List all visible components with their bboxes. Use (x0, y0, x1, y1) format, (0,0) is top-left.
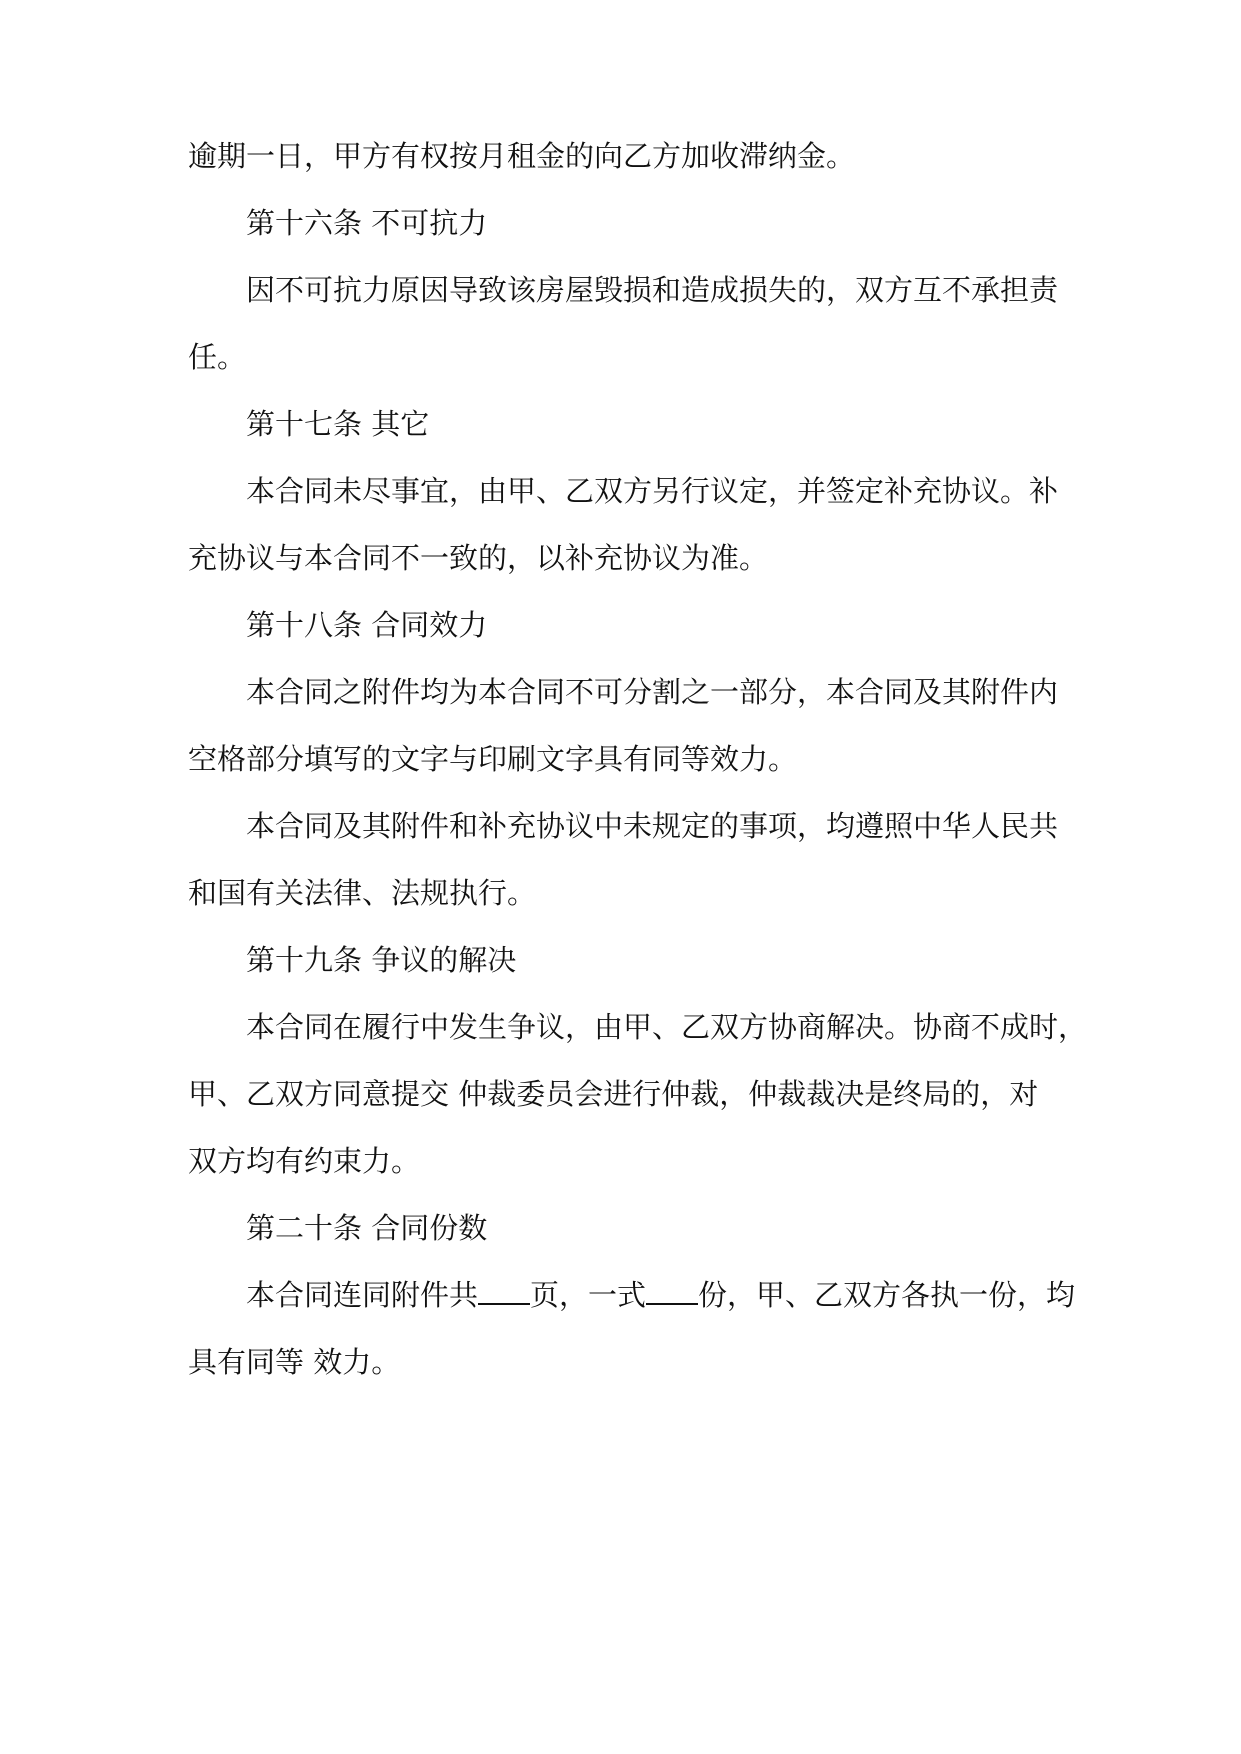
paragraph-line: 本合同之附件均为本合同不可分割之一部分，本合同及其附件内 (246, 675, 1059, 709)
paragraph-line-copies (246, 1275, 1075, 1315)
paragraph-line: 甲、乙双方同意提交 仲裁委员会进行仲裁，仲裁裁决是终局的，对 (188, 1077, 1039, 1111)
paragraph-line: 因不可抗力原因导致该房屋毁损和造成损失的，双方互不承担责 (246, 273, 1059, 307)
paragraph-line: 本合同未尽事宜，由甲、乙双方另行议定，并签定补充协议。补 (246, 474, 1059, 508)
paragraph-line: 充协议与本合同不一致的，以补充协议为准。 (188, 541, 769, 575)
copies-text-2: 页，一式 (530, 1278, 647, 1312)
paragraph-line: 任。 (188, 340, 247, 374)
paragraph-line: 逾期一日，甲方有权按月租金的向乙方加收滞纳金。 (188, 139, 856, 173)
paragraph-line: 空格部分填写的文字与印刷文字具有同等效力。 (188, 742, 798, 776)
article-heading: 第十八条 合同效力 (246, 608, 488, 642)
copies-text-3: 份，甲、乙双方各执一份，均 (698, 1278, 1076, 1312)
article-heading: 第二十条 合同份数 (246, 1211, 488, 1245)
pages-blank (478, 1281, 530, 1305)
article-heading: 第十六条 不可抗力 (246, 206, 488, 240)
paragraph-line: 具有同等 效力。 (188, 1345, 401, 1379)
article-heading: 第十七条 其它 (246, 407, 430, 441)
paragraph-line: 本合同及其附件和补充协议中未规定的事项，均遵照中华人民共 (246, 809, 1059, 843)
paragraph-line: 和国有关法律、法规执行。 (188, 876, 537, 910)
copies-blank (646, 1281, 698, 1305)
paragraph-line: 本合同在履行中发生争议，由甲、乙双方协商解决。协商不成时， (246, 1010, 1088, 1044)
copies-text-1: 本合同连同附件共 (246, 1278, 479, 1312)
article-heading: 第十九条 争议的解决 (246, 943, 517, 977)
paragraph-line: 双方均有约束力。 (188, 1144, 421, 1178)
